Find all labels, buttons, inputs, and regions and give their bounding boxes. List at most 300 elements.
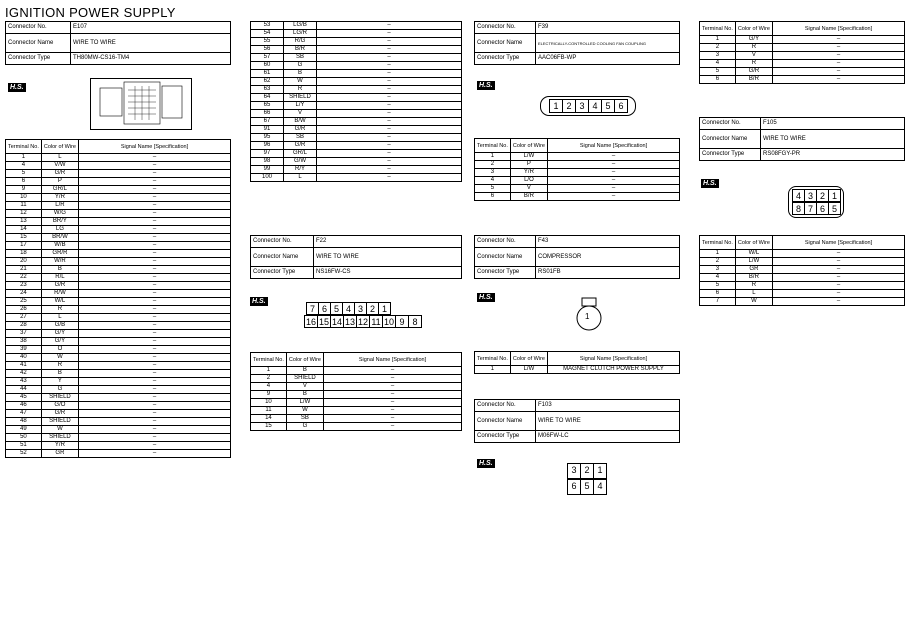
wire-color: L [735, 290, 772, 298]
terminal-no: 45 [6, 394, 42, 402]
signal-name: – [78, 282, 230, 290]
signal-name: – [323, 423, 461, 431]
wire-color: V [510, 185, 547, 193]
terminal-no: 4 [700, 60, 736, 68]
connector-pin: 3 [354, 302, 367, 315]
terminal-no: 4 [251, 383, 287, 391]
connector-f103-face [565, 461, 609, 497]
wire-color: R/L [41, 274, 78, 282]
signal-name: – [323, 391, 461, 399]
wire-color: G/R [41, 170, 78, 178]
wire-color: W [284, 78, 317, 86]
table-row [6, 154, 231, 162]
wire-color: G/R [284, 142, 317, 150]
wire-color: SHIELD [41, 418, 78, 426]
terminal-no: 7 [700, 298, 736, 306]
signal-name: – [78, 178, 230, 186]
connector-pin: 4 [792, 189, 805, 202]
table-row [6, 226, 231, 234]
signal-name: – [323, 367, 461, 375]
connector-e107-diagram [90, 78, 190, 128]
connector-pin: 4 [593, 479, 607, 495]
terminal-no: 17 [6, 242, 42, 250]
terminal-no: 54 [251, 30, 284, 38]
connector-f39-face [540, 96, 636, 116]
wire-color: BR/W [41, 234, 78, 242]
connector-f22-face [302, 302, 426, 328]
table-row [251, 22, 462, 30]
harness-side-icon: H.S. [479, 460, 493, 467]
table-row [251, 118, 462, 126]
wire-color: B/R [735, 76, 772, 84]
table-row [475, 366, 680, 374]
terminal-no: 1 [251, 367, 287, 375]
signal-name: – [317, 78, 462, 86]
wire-color: L/Y [284, 102, 317, 110]
table-row [251, 391, 462, 399]
harness-side-icon: H.S. [479, 82, 493, 89]
table-row [251, 46, 462, 54]
table-row [251, 174, 462, 182]
terminal-table-e107-a: Terminal No. Color of Wire Signal Name [Specification] 1 L – 4 V/W – 5 G/R – 6 P – 9 GR/L – 10 Y/R – 11 L/R – 12 W/G – 13 BR/Y – 14 LG – 15 BR/W – 17 W/B – 18 GR/R – 20 W/R – 21 B – 22 R/L – 23 G/R – 24 R/W – 25 W/L – 26 R – 27 L – 28 G/B – 37 G/Y – 38 G/Y – 39 O – 40 W – 41 R – 42 B – 43 Y – 44 G – 45 SHIELD – 46 G/O – 47 G/R – 48 SHIELD – 49 W – 50 SHIELD – 51 Y/R – 52 GR – [5, 139, 231, 458]
table-row [700, 258, 905, 266]
signal-name: – [317, 166, 462, 174]
wire-color: G/Y [735, 36, 772, 44]
terminal-no: 6 [700, 76, 736, 84]
terminal-table-e107-b [250, 21, 462, 182]
signal-name: – [772, 44, 904, 52]
harness-side-icon: H.S. [252, 298, 266, 305]
wire-color: G/Y [41, 338, 78, 346]
terminal-no: 10 [251, 399, 287, 407]
wire-color: P [41, 178, 78, 186]
wire-color: LG [41, 226, 78, 234]
wire-color: SHIELD [286, 375, 323, 383]
terminal-no: 12 [6, 210, 42, 218]
terminal-no: 3 [700, 52, 736, 60]
connector-pin: 1 [378, 302, 391, 315]
wire-color: B/R [510, 193, 547, 201]
signal-name: – [317, 110, 462, 118]
signal-name: – [78, 218, 230, 226]
signal-name: – [78, 266, 230, 274]
signal-name: – [547, 193, 679, 201]
terminal-no: 91 [251, 126, 284, 134]
terminal-no: 62 [251, 78, 284, 86]
wire-color: W/L [735, 250, 772, 258]
table-row [475, 161, 680, 169]
table-row [6, 434, 231, 442]
signal-name: – [78, 186, 230, 194]
signal-name: – [78, 402, 230, 410]
wire-color: R/W [41, 290, 78, 298]
wire-color: W/B [41, 242, 78, 250]
wire-color: O [41, 346, 78, 354]
connector-pin: 2 [816, 189, 829, 202]
signal-name: – [78, 242, 230, 250]
wire-color: GR [735, 266, 772, 274]
wire-color: R [41, 362, 78, 370]
terminal-no: 41 [6, 362, 42, 370]
table-row [251, 399, 462, 407]
signal-name: – [317, 62, 462, 70]
terminal-no: 1 [700, 250, 736, 258]
terminal-no: 53 [251, 22, 284, 30]
signal-name: – [547, 177, 679, 185]
terminal-no: 99 [251, 166, 284, 174]
wire-color: V [286, 383, 323, 391]
wire-color: B [286, 391, 323, 399]
terminal-no: 49 [6, 426, 42, 434]
wire-color: L [284, 174, 317, 182]
signal-name: – [78, 434, 230, 442]
connector-f22-info: Connector No. F22 Connector Name WIRE TO WIRE Connector Type NS16FW-CS [250, 235, 462, 279]
table-row [6, 242, 231, 250]
signal-name: – [78, 354, 230, 362]
wire-color: B [286, 367, 323, 375]
wire-color: W [286, 407, 323, 415]
wire-color: SB [286, 415, 323, 423]
wire-color: L [41, 314, 78, 322]
terminal-table-f105: Terminal No. Color of Wire Signal Name [Specification] 1 W/L – 2 L/W – 3 GR – 4 B/R – 5 R – 6 L – 7 W – [699, 235, 905, 306]
table-row [6, 402, 231, 410]
connector-f103-info: Connector No. F103 Connector Name WIRE TO WIRE Connector Type M06FW-LC [474, 399, 680, 443]
table-row [251, 62, 462, 70]
signal-name: – [317, 86, 462, 94]
table-row [6, 314, 231, 322]
wire-color: LG/B [284, 22, 317, 30]
table-row [700, 266, 905, 274]
terminal-no: 97 [251, 150, 284, 158]
wire-color: V/W [41, 162, 78, 170]
table-row [6, 234, 231, 242]
connector-pin: 1 [828, 189, 841, 202]
signal-name: – [323, 383, 461, 391]
wire-color: P [510, 161, 547, 169]
signal-name: – [317, 22, 462, 30]
table-row [6, 162, 231, 170]
terminal-no: 4 [475, 177, 511, 185]
harness-side-icon: H.S. [703, 180, 717, 187]
signal-name: – [78, 314, 230, 322]
signal-name: – [78, 154, 230, 162]
terminal-no: 46 [6, 402, 42, 410]
table-row [251, 383, 462, 391]
terminal-no: 43 [6, 378, 42, 386]
terminal-no: 96 [251, 142, 284, 150]
table-row [6, 282, 231, 290]
terminal-no: 95 [251, 134, 284, 142]
signal-name: – [78, 226, 230, 234]
terminal-no: 40 [6, 354, 42, 362]
signal-name: – [317, 134, 462, 142]
table-row [6, 410, 231, 418]
wire-color: L/W [510, 366, 547, 374]
wire-color: B/R [735, 274, 772, 282]
signal-name: – [547, 169, 679, 177]
connector-pin: 2 [562, 99, 576, 113]
table-row [6, 346, 231, 354]
wire-color: B/W [284, 118, 317, 126]
signal-name: – [78, 370, 230, 378]
signal-name: – [317, 142, 462, 150]
signal-name: – [78, 210, 230, 218]
table-row [6, 450, 231, 458]
connector-pin: 11 [369, 315, 383, 328]
signal-name: – [78, 234, 230, 242]
terminal-no: 15 [6, 234, 42, 242]
terminal-no: 38 [6, 338, 42, 346]
wire-color: W [41, 354, 78, 362]
signal-name: – [547, 153, 679, 161]
wire-color: SHIELD [284, 94, 317, 102]
terminal-no: 1 [475, 366, 511, 374]
table-row [6, 426, 231, 434]
signal-name: – [78, 378, 230, 386]
wire-color: GR [41, 450, 78, 458]
table-row [251, 407, 462, 415]
signal-name: – [772, 266, 904, 274]
harness-side-icon: H.S. [10, 84, 24, 91]
connector-e107-info: Connector No. E107 Connector Name WIRE TO WIRE Connector Type TH80MW-CS16-TM4 [5, 21, 231, 65]
signal-name: – [78, 170, 230, 178]
signal-name: – [78, 426, 230, 434]
terminal-no: 60 [251, 62, 284, 70]
table-row [6, 290, 231, 298]
signal-name: – [78, 306, 230, 314]
wire-color: L [41, 154, 78, 162]
table-row [251, 423, 462, 431]
connector-pin: 5 [828, 202, 841, 215]
connector-pin: 1 [593, 463, 607, 479]
table-row [251, 38, 462, 46]
connector-pin: 15 [318, 317, 329, 327]
connector-pin: 10 [383, 317, 394, 327]
terminal-no: 50 [6, 434, 42, 442]
terminal-no: 42 [6, 370, 42, 378]
wire-color: SB [284, 134, 317, 142]
connector-pin: 4 [588, 99, 602, 113]
terminal-no: 39 [6, 346, 42, 354]
wire-color: R/G [284, 38, 317, 46]
terminal-no: 57 [251, 54, 284, 62]
wire-color: R/Y [284, 166, 317, 174]
connector-pin: 6 [816, 202, 829, 215]
terminal-no: 4 [6, 162, 42, 170]
wire-color: G/R [41, 410, 78, 418]
terminal-no: 21 [6, 266, 42, 274]
connector-pin: 8 [792, 202, 805, 215]
connector-f43-info: Connector No. F43 Connector Name COMPRESSOR Connector Type RS01FB [474, 235, 680, 279]
wire-color: R [41, 306, 78, 314]
wire-color: G/O [41, 402, 78, 410]
wire-color: R [284, 86, 317, 94]
signal-name: – [772, 52, 904, 60]
wire-color: Y/R [41, 194, 78, 202]
signal-name: – [317, 102, 462, 110]
wire-color: V [735, 52, 772, 60]
terminal-no: 51 [6, 442, 42, 450]
wire-color: R [735, 282, 772, 290]
terminal-no: 6 [475, 193, 511, 201]
table-row [251, 134, 462, 142]
terminal-table-f22: Terminal No. Color of Wire Signal Name [Specification] 1 B – 2 SHIELD – 4 V – 9 B – 10 L/W – 11 W – 14 SB – 15 G – [250, 352, 462, 431]
wire-color: G [41, 386, 78, 394]
connector-pin: 3 [575, 99, 589, 113]
table-row [6, 418, 231, 426]
table-row [251, 70, 462, 78]
signal-name: – [78, 410, 230, 418]
wire-color: G/R [735, 68, 772, 76]
table-row [700, 52, 905, 60]
terminal-no: 6 [700, 290, 736, 298]
wire-color: SHIELD [41, 434, 78, 442]
table-row [6, 210, 231, 218]
terminal-no: 52 [6, 450, 42, 458]
wire-color: G [284, 62, 317, 70]
signal-name: MAGNET CLUTCH POWER SUPPLY [547, 366, 679, 374]
wire-color: BR/Y [41, 218, 78, 226]
signal-name: – [317, 70, 462, 78]
harness-side-icon: H.S. [479, 294, 493, 301]
signal-name: – [772, 60, 904, 68]
table-row [6, 394, 231, 402]
connector-pin: 9 [395, 315, 409, 328]
signal-name: – [317, 54, 462, 62]
table-row [475, 185, 680, 193]
terminal-no: 48 [6, 418, 42, 426]
wire-color: W/L [41, 298, 78, 306]
terminal-no: 47 [6, 410, 42, 418]
terminal-no: 98 [251, 158, 284, 166]
connector-pin: 2 [366, 302, 379, 315]
signal-name: – [78, 162, 230, 170]
wire-color: G [286, 423, 323, 431]
table-row [6, 322, 231, 330]
page-title: IGNITION POWER SUPPLY [5, 5, 176, 20]
signal-name: – [78, 450, 230, 458]
signal-name: – [772, 250, 904, 258]
signal-name: – [317, 158, 462, 166]
table-row [6, 178, 231, 186]
connector-pin: 4 [342, 302, 355, 315]
terminal-no: 44 [6, 386, 42, 394]
connector-f39-info: Connector No. F39 Connector Name ELECTRICALLY-CONTROLLED COOLING FAN COUPLING Connector Type AAC06FB-WP [474, 21, 680, 65]
terminal-no: 11 [6, 202, 42, 210]
table-row [700, 290, 905, 298]
signal-name: – [772, 76, 904, 84]
wire-color: R [735, 44, 772, 52]
table-row [251, 94, 462, 102]
terminal-no: 9 [251, 391, 287, 399]
table-row [475, 153, 680, 161]
table-row [6, 330, 231, 338]
terminal-no: 20 [6, 258, 42, 266]
table-row [700, 68, 905, 76]
table-row [251, 78, 462, 86]
table-row [6, 258, 231, 266]
connector-pin: 8 [408, 315, 422, 328]
wire-color: R [735, 60, 772, 68]
table-row [251, 367, 462, 375]
signal-name: – [323, 407, 461, 415]
table-row [6, 170, 231, 178]
wire-color: Y [41, 378, 78, 386]
signal-name: – [772, 258, 904, 266]
signal-name: – [772, 274, 904, 282]
signal-name: – [317, 150, 462, 158]
table-row [6, 386, 231, 394]
wire-color: W/G [41, 210, 78, 218]
signal-name: – [78, 274, 230, 282]
table-row [6, 370, 231, 378]
connector-pin: 16 [305, 317, 316, 327]
terminal-no: 100 [251, 174, 284, 182]
signal-name: – [323, 399, 461, 407]
wire-color: SB [284, 54, 317, 62]
table-row [6, 194, 231, 202]
table-row [700, 60, 905, 68]
signal-name: – [547, 185, 679, 193]
connector-pin: 7 [804, 202, 817, 215]
terminal-no: 11 [251, 407, 287, 415]
wire-color: LG/R [284, 30, 317, 38]
table-row [251, 158, 462, 166]
wire-color: Y/R [41, 442, 78, 450]
table-row [6, 250, 231, 258]
wire-color: W/R [41, 258, 78, 266]
signal-name: – [78, 250, 230, 258]
terminal-no: 14 [251, 415, 287, 423]
table-row [6, 378, 231, 386]
signal-name: – [317, 126, 462, 134]
terminal-no: 25 [6, 298, 42, 306]
wire-color: GR/L [284, 150, 317, 158]
wire-color: B [284, 70, 317, 78]
wire-color: L/W [286, 399, 323, 407]
wire-color: W [41, 426, 78, 434]
table-row [6, 186, 231, 194]
table-row [6, 362, 231, 370]
table-row [6, 306, 231, 314]
connector-pin: 1 [549, 99, 563, 113]
signal-name: – [317, 118, 462, 126]
connector-pin: 3 [804, 189, 817, 202]
wire-color: W [735, 298, 772, 306]
table-row [6, 354, 231, 362]
signal-name: – [317, 94, 462, 102]
signal-name: – [78, 330, 230, 338]
terminal-no: 55 [251, 38, 284, 46]
connector-f43-pin: 1 [585, 312, 590, 321]
connector-pin: 6 [567, 479, 581, 495]
wire-color: B/R [284, 46, 317, 54]
signal-name: – [78, 394, 230, 402]
signal-name: – [547, 161, 679, 169]
connector-pin: 12 [357, 317, 368, 327]
terminal-no: 2 [475, 161, 511, 169]
connector-pin: 7 [306, 302, 319, 315]
table-row [475, 169, 680, 177]
terminal-no: 28 [6, 322, 42, 330]
wire-color: L/R [41, 202, 78, 210]
signal-name: – [317, 38, 462, 46]
terminal-no: 10 [6, 194, 42, 202]
signal-name: – [772, 298, 904, 306]
terminal-no: 37 [6, 330, 42, 338]
signal-name: – [78, 202, 230, 210]
terminal-no: 63 [251, 86, 284, 94]
